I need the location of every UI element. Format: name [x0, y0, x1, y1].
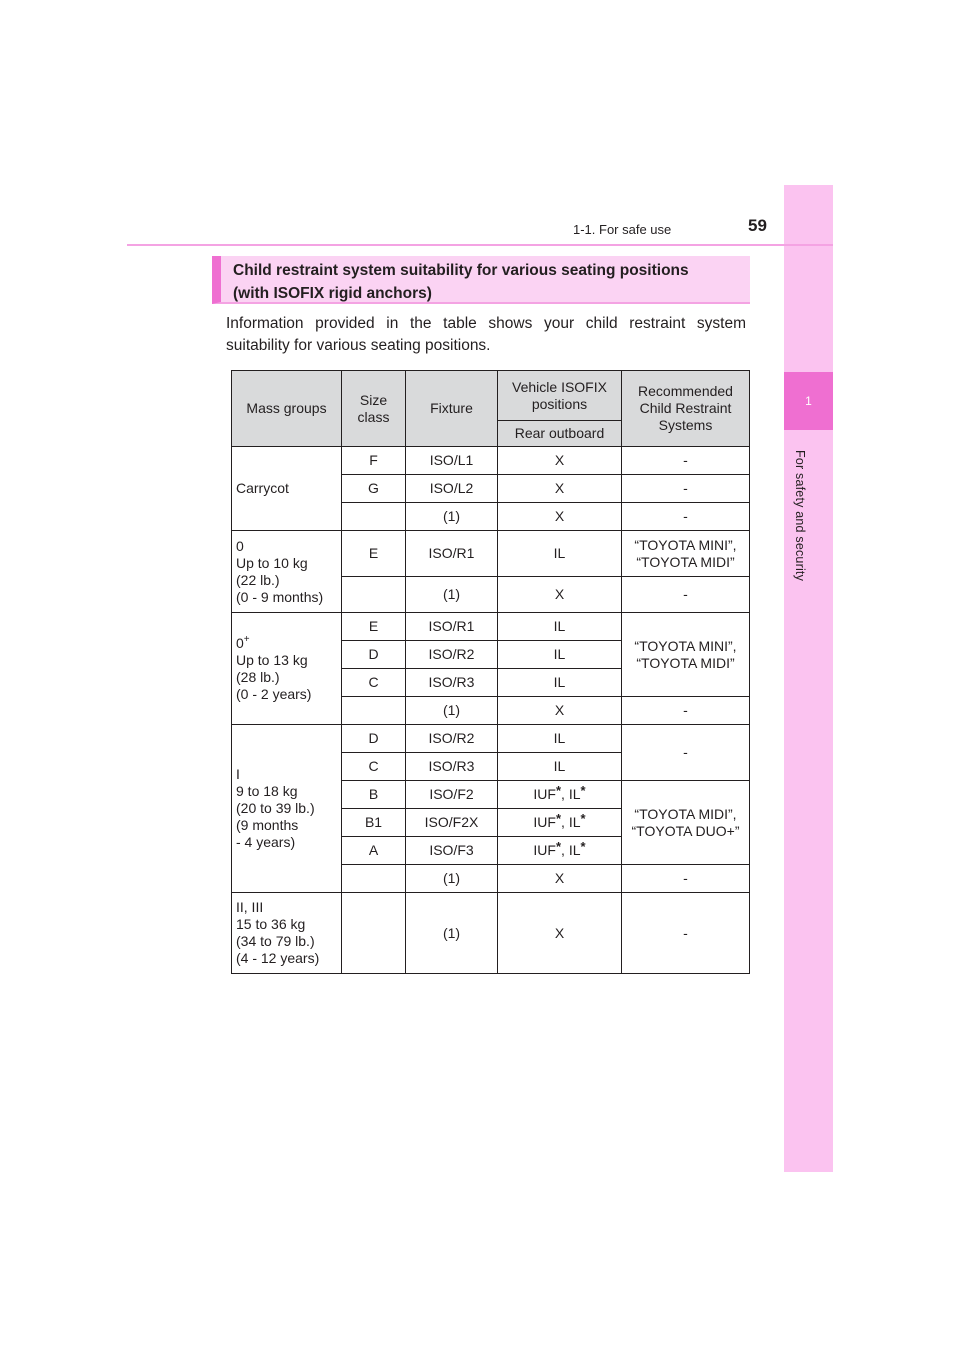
size-cell [342, 893, 406, 974]
size-cell: F [342, 447, 406, 475]
rear-cell: IL [498, 725, 622, 753]
rear-iuf: IUF [533, 786, 556, 802]
group-0-plus-line: (28 lb.) [236, 668, 280, 685]
rear-iuf: IUF [533, 814, 556, 830]
header-mass-groups: Mass groups [232, 371, 342, 447]
table-row [232, 531, 750, 577]
fixture-cell: ISO/R1 [406, 531, 498, 577]
asterisk-mark: * [580, 839, 586, 854]
rear-cell: IL [498, 531, 622, 577]
rec-cell: - [622, 447, 750, 475]
header-recommended: Recommended Child Restraint Systems [622, 371, 750, 447]
rec-cell: - [622, 697, 750, 725]
rear-cell: IL [498, 669, 622, 697]
asterisk-mark: * [580, 811, 586, 826]
group-carrycot: Carrycot [232, 447, 342, 531]
group-0-line: (0 - 9 months) [236, 588, 324, 605]
fixture-cell: ISO/F3 [406, 837, 498, 865]
table-header-row [232, 371, 750, 421]
size-cell: C [342, 669, 406, 697]
size-cell: E [342, 531, 406, 577]
fixture-cell: (1) [406, 697, 498, 725]
rear-il: , IL [561, 842, 581, 858]
group-2-3-line: 15 to 36 kg [236, 916, 306, 932]
size-cell: A [342, 837, 406, 865]
rec-cell: - [622, 865, 750, 893]
rec-cell: “TOYOTA MINI”, “TOYOTA MIDI” [622, 531, 750, 577]
size-cell: C [342, 753, 406, 781]
size-cell [342, 697, 406, 725]
group-2-3 [232, 893, 342, 974]
rec-cell: - [622, 725, 750, 781]
fixture-cell: ISO/R1 [406, 613, 498, 641]
header-rear-outboard: Rear outboard [498, 421, 622, 447]
rear-cell: X [498, 893, 622, 974]
rear-cell: X [498, 447, 622, 475]
group-0 [232, 531, 342, 613]
intro-paragraph: Information provided in the table shows your child restraint system suitability for various seating positions. [226, 315, 746, 354]
size-cell: B1 [342, 809, 406, 837]
section-heading [212, 256, 750, 304]
group-1-line: (9 months [236, 817, 299, 833]
group-0-line: (22 lb.) [236, 571, 280, 588]
asterisk-mark: * [555, 783, 562, 798]
rear-cell: X [498, 697, 622, 725]
header-size-class: Size class [342, 371, 406, 447]
rec-cell: - [622, 503, 750, 531]
fixture-cell: (1) [406, 893, 498, 974]
group-1 [232, 725, 342, 893]
asterisk-mark: * [555, 839, 562, 854]
size-cell: D [342, 641, 406, 669]
section-title: 1-1. For safe use [573, 222, 672, 237]
rear-iuf: IUF [533, 842, 556, 858]
size-cell: B [342, 781, 406, 809]
rear-cell: IL [498, 641, 622, 669]
rear-cell: X [498, 475, 622, 503]
fixture-cell: ISO/F2 [406, 781, 498, 809]
fixture-cell: ISO/L1 [406, 447, 498, 475]
size-cell: D [342, 725, 406, 753]
fixture-cell: ISO/R2 [406, 641, 498, 669]
group-2-3-line: (4 - 12 years) [236, 950, 320, 966]
asterisk-mark: * [580, 783, 586, 798]
rear-cell [498, 837, 622, 865]
group-2-3-line: (34 to 79 lb.) [236, 933, 315, 949]
rear-cell: X [498, 577, 622, 613]
size-cell [342, 577, 406, 613]
group-1-line: (20 to 39 lb.) [236, 800, 315, 816]
group-0-plus [232, 613, 342, 725]
fixture-cell: (1) [406, 577, 498, 613]
size-cell: G [342, 475, 406, 503]
group-0-line: Up to 10 kg [236, 554, 308, 571]
table-row [232, 447, 750, 475]
fixture-cell: ISO/R3 [406, 753, 498, 781]
table-row [232, 613, 750, 641]
group-0-plus-sup: + [243, 633, 250, 645]
rec-cell: - [622, 475, 750, 503]
header-vehicle-positions: Vehicle ISOFIX positions [498, 371, 622, 421]
side-tab [784, 185, 833, 1172]
rec-cell: - [622, 577, 750, 613]
rec-cell: “TOYOTA MINI”, “TOYOTA MIDI” [622, 613, 750, 697]
table-row [232, 893, 750, 974]
heading-line-1: Child restraint system suitability for various seating positions [233, 262, 689, 279]
chapter-number: 1 [784, 372, 833, 430]
group-1-line: I [236, 766, 240, 782]
rec-cell: “TOYOTA MIDI”, “TOYOTA DUO+” [622, 781, 750, 865]
header-rule [127, 244, 833, 246]
rear-il: , IL [561, 814, 581, 830]
rear-cell: X [498, 865, 622, 893]
group-0-plus-base: 0 [236, 634, 244, 651]
group-1-line: - 4 years) [236, 834, 296, 850]
group-0-line: 0 [236, 537, 244, 554]
fixture-cell: ISO/L2 [406, 475, 498, 503]
suitability-table [231, 370, 750, 974]
group-2-3-line: II, III [236, 899, 264, 915]
fixture-cell: ISO/R3 [406, 669, 498, 697]
header-fixture: Fixture [406, 371, 498, 447]
rear-cell: X [498, 503, 622, 531]
rec-cell: - [622, 893, 750, 974]
fixture-cell: (1) [406, 865, 498, 893]
fixture-cell: ISO/F2X [406, 809, 498, 837]
size-cell: E [342, 613, 406, 641]
asterisk-mark: * [555, 811, 562, 826]
rear-il: , IL [561, 786, 581, 802]
fixture-cell: (1) [406, 503, 498, 531]
page-number: 59 [748, 216, 767, 235]
fixture-cell: ISO/R2 [406, 725, 498, 753]
rear-cell [498, 809, 622, 837]
group-0-plus-line: (0 - 2 years) [236, 685, 312, 702]
rear-cell: IL [498, 613, 622, 641]
rear-cell: IL [498, 753, 622, 781]
rear-cell [498, 781, 622, 809]
table-row [232, 725, 750, 753]
size-cell [342, 865, 406, 893]
group-0-plus-line: Up to 13 kg [236, 651, 308, 668]
chapter-label: For safety and security [793, 450, 807, 582]
size-cell [342, 503, 406, 531]
heading-line-2: (with ISOFIX rigid anchors) [233, 285, 432, 302]
group-1-line: 9 to 18 kg [236, 783, 298, 799]
